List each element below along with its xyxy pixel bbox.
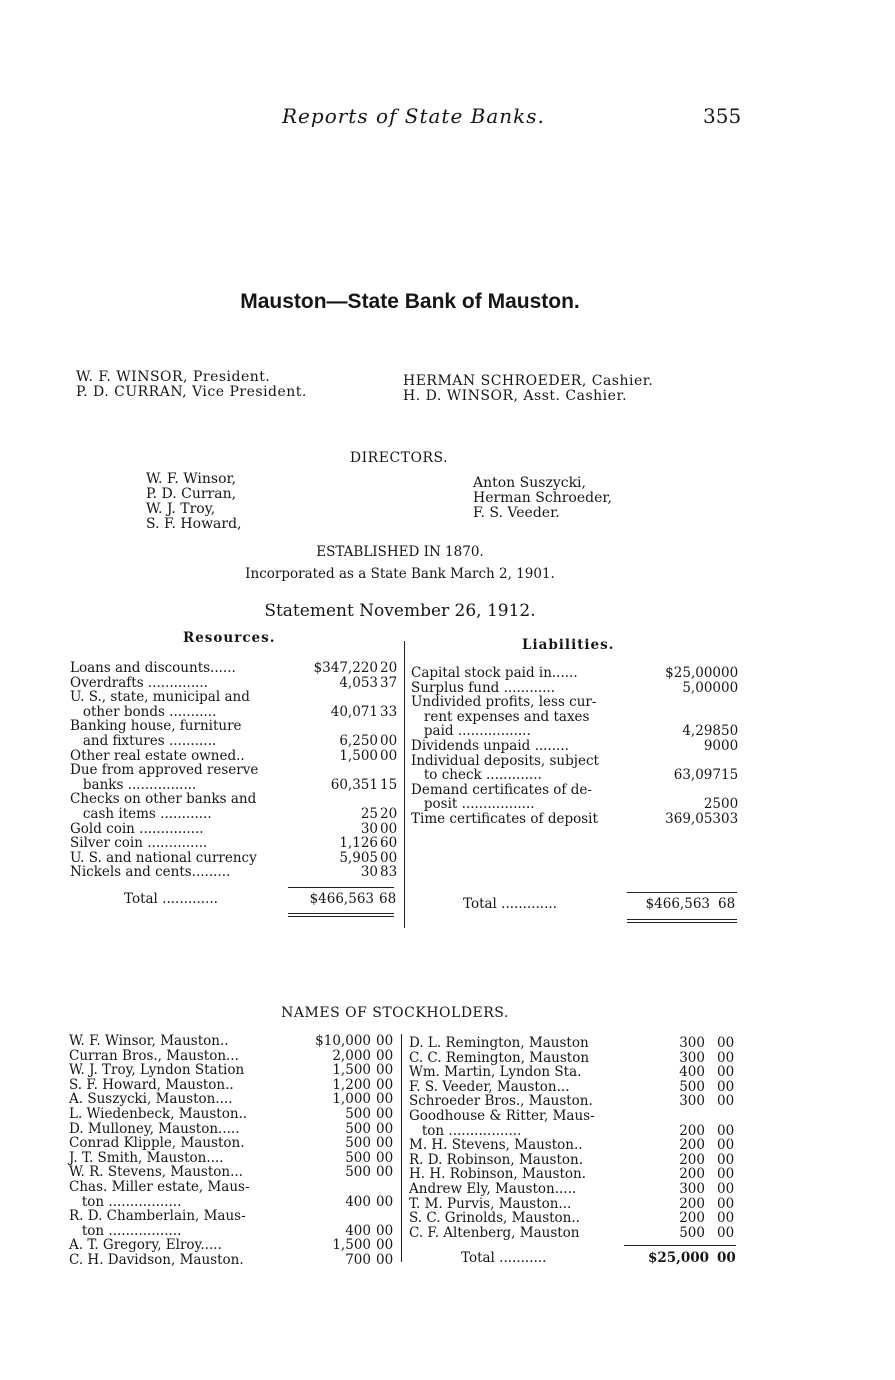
- row-amount: 40,071: [330, 703, 378, 720]
- row-amount: 200: [679, 1195, 705, 1212]
- row-cents: 00: [376, 1164, 394, 1181]
- row-amount: 200: [679, 1151, 705, 1168]
- row-label: Schroeder Bros., Mauston.: [409, 1093, 593, 1110]
- row-cents: 50: [721, 723, 739, 740]
- row-cents: 00: [376, 1149, 394, 1166]
- table-row: [69, 1078, 399, 1093]
- table-row: [409, 1094, 739, 1109]
- row-amount: 400: [345, 1193, 371, 1210]
- row-label: cash items ............: [70, 805, 212, 822]
- table-row: [70, 705, 400, 720]
- table-row: [409, 1080, 739, 1095]
- row-amount: 5,000: [682, 679, 721, 696]
- row-label: Curran Bros., Mauston...: [69, 1047, 239, 1064]
- row-amount: 63,097: [673, 767, 721, 784]
- table-row: [70, 763, 400, 778]
- row-amount: 25: [703, 796, 721, 813]
- page-number: 355: [703, 104, 742, 128]
- table-row: [69, 1165, 399, 1180]
- table-row: [409, 1211, 739, 1226]
- table-row: [409, 1065, 739, 1080]
- row-label: Surplus fund ............: [411, 679, 556, 696]
- row-label: R. D. Robinson, Mauston.: [409, 1151, 583, 1168]
- table-row: [70, 690, 400, 705]
- row-cents: 00: [376, 1047, 394, 1064]
- table-row: [70, 822, 400, 837]
- row-label: S. F. Howard, Mauston..: [69, 1076, 234, 1093]
- table-row: [70, 661, 400, 676]
- table-row: [69, 1063, 399, 1078]
- row-amount: 1,500: [332, 1062, 371, 1079]
- row-cents: 00: [376, 1193, 394, 1210]
- row-cents: 00: [717, 1064, 735, 1081]
- row-label: other bonds ...........: [70, 703, 217, 720]
- column-divider: [404, 641, 405, 928]
- row-cents: 00: [717, 1078, 735, 1095]
- row-cents: 00: [721, 796, 739, 813]
- row-amount: 200: [679, 1210, 705, 1227]
- director-name: Herman Schroeder,: [473, 490, 612, 506]
- row-label: paid .................: [411, 723, 531, 740]
- row-cents: 00: [376, 1237, 394, 1254]
- table-row: [69, 1122, 399, 1137]
- total-label: Total .............: [463, 896, 557, 912]
- column-divider: [401, 1034, 402, 1262]
- row-amount: 500: [345, 1135, 371, 1152]
- row-label: Loans and discounts......: [70, 660, 236, 676]
- total-rule: [624, 1245, 736, 1246]
- director-name: P. D. Curran,: [146, 486, 237, 502]
- row-label: L. Wiedenbeck, Mauston..: [69, 1105, 248, 1122]
- row-amount: 90: [703, 737, 721, 754]
- row-label: Capital stock paid in......: [411, 665, 578, 681]
- table-row: [69, 1092, 399, 1107]
- row-cents: 00: [721, 665, 739, 681]
- row-cents: 00: [380, 732, 398, 749]
- row-cents: 00: [380, 747, 398, 764]
- bank-title: Mauston—State Bank of Mauston.: [240, 290, 580, 313]
- row-label: U. S. and national currency: [70, 849, 257, 866]
- row-amount: 1,500: [332, 1237, 371, 1254]
- table-row: [411, 695, 741, 710]
- director-name: F. S. Veeder.: [473, 505, 560, 521]
- table-row: [411, 710, 741, 725]
- row-label: U. S., state, municipal and: [70, 689, 250, 706]
- table-row: [70, 778, 400, 793]
- table-row: [70, 749, 400, 764]
- director-name: W. F. Winsor,: [146, 471, 237, 487]
- table-row: [70, 734, 400, 749]
- table-row: [411, 797, 741, 812]
- row-label: Andrew Ely, Mauston.....: [409, 1180, 577, 1197]
- row-amount: 4,298: [682, 723, 721, 740]
- row-amount: 200: [679, 1166, 705, 1183]
- row-amount: 1,126: [339, 835, 378, 852]
- row-amount: 300: [679, 1049, 705, 1066]
- stockholders-total-row: [461, 1251, 741, 1266]
- table-row: [409, 1197, 739, 1212]
- table-row: [69, 1180, 399, 1195]
- total-rule: [288, 887, 394, 888]
- table-row: [411, 681, 741, 696]
- row-label: S. C. Grinolds, Mauston..: [409, 1210, 580, 1227]
- row-label: and fixtures ...........: [70, 732, 217, 749]
- row-label: Banking house, furniture: [70, 718, 242, 735]
- row-cents: 60: [380, 835, 398, 852]
- total-amount: $466,563: [309, 891, 374, 907]
- table-row: [409, 1182, 739, 1197]
- row-label: R. D. Chamberlain, Maus-: [69, 1208, 246, 1225]
- row-label: to check .............: [411, 767, 542, 784]
- table-row: [411, 724, 741, 739]
- officers-left: [76, 370, 307, 400]
- row-label: Overdrafts ..............: [70, 674, 208, 691]
- director-name: S. F. Howard,: [146, 516, 242, 532]
- row-label: Due from approved reserve: [70, 762, 259, 779]
- row-label: A. T. Gregory, Elroy.....: [69, 1237, 222, 1254]
- row-label: posit .................: [411, 796, 535, 813]
- row-cents: 00: [721, 737, 739, 754]
- row-cents: 83: [380, 864, 398, 881]
- row-label: Dividends unpaid ........: [411, 737, 569, 754]
- row-cents: 00: [380, 849, 398, 866]
- row-amount: 1,000: [332, 1091, 371, 1108]
- row-amount: 500: [345, 1120, 371, 1137]
- row-cents: 20: [380, 660, 398, 676]
- row-amount: 1,200: [332, 1076, 371, 1093]
- row-amount: 2,000: [332, 1047, 371, 1064]
- row-label: Conrad Klipple, Mauston.: [69, 1135, 245, 1152]
- director-name: W. J. Troy,: [146, 501, 216, 517]
- row-label: ton .................: [69, 1222, 182, 1239]
- row-amount: 300: [679, 1093, 705, 1110]
- row-label: C. C. Remington, Mauston: [409, 1049, 590, 1066]
- director-name: Anton Suszycki,: [473, 475, 586, 491]
- table-row: [69, 1209, 399, 1224]
- row-amount: 60,351: [330, 776, 378, 793]
- established-line: ESTABLISHED IN 1870.: [316, 544, 484, 560]
- row-amount: 6,250: [339, 732, 378, 749]
- officer-asst-cashier: H. D. WINSOR, Asst. Cashier.: [403, 388, 628, 404]
- total-amount: $466,563: [645, 896, 710, 912]
- row-label: banks ................: [70, 776, 197, 793]
- row-label: Wm. Martin, Lyndon Sta.: [409, 1064, 582, 1081]
- directors-left: [146, 472, 242, 532]
- total-rule: [627, 892, 737, 893]
- table-row: [69, 1107, 399, 1122]
- row-cents: 00: [717, 1224, 735, 1241]
- row-label: C. F. Altenberg, Mauston: [409, 1224, 580, 1241]
- row-cents: 00: [717, 1035, 735, 1051]
- table-row: [411, 739, 741, 754]
- row-label: W. R. Stevens, Mauston...: [69, 1164, 243, 1181]
- row-amount: 500: [345, 1164, 371, 1181]
- table-row: [69, 1253, 399, 1268]
- total-amount: $25,000: [647, 1250, 709, 1266]
- total-cents: 68: [718, 896, 736, 912]
- incorporated-line: Incorporated as a State Bank March 2, 1901.: [245, 566, 555, 582]
- row-cents: 33: [380, 703, 398, 720]
- row-label: Demand certificates of de-: [411, 781, 592, 798]
- table-row: [409, 1138, 739, 1153]
- table-row: [409, 1226, 739, 1241]
- table-row: [70, 792, 400, 807]
- liabilities-heading: Liabilities.: [522, 637, 615, 653]
- row-amount: 369,053: [665, 810, 721, 827]
- resources-heading: Resources.: [183, 630, 276, 646]
- row-cents: 00: [376, 1120, 394, 1137]
- stockholders-right: [409, 1036, 739, 1240]
- table-row: [409, 1124, 739, 1139]
- table-row: [411, 768, 741, 783]
- row-amount: 4,053: [339, 674, 378, 691]
- row-cents: 00: [717, 1195, 735, 1212]
- row-cents: 00: [376, 1076, 394, 1093]
- row-cents: 00: [376, 1105, 394, 1122]
- total-cents: 68: [379, 891, 397, 907]
- row-amount: 500: [345, 1105, 371, 1122]
- row-cents: 03: [721, 810, 739, 827]
- table-row: [411, 666, 741, 681]
- row-label: W. F. Winsor, Mauston..: [69, 1033, 229, 1049]
- row-label: A. Suszycki, Mauston....: [69, 1091, 233, 1108]
- table-row: [69, 1136, 399, 1151]
- row-label: ton .................: [69, 1193, 182, 1210]
- row-cents: 00: [380, 820, 398, 837]
- row-label: Chas. Miller estate, Maus-: [69, 1178, 250, 1195]
- row-label: C. H. Davidson, Mauston.: [69, 1251, 244, 1268]
- row-amount: $25,000: [665, 665, 721, 681]
- row-label: Undivided profits, less cur-: [411, 694, 597, 711]
- row-cents: 15: [721, 767, 739, 784]
- row-cents: 00: [717, 1137, 735, 1154]
- directors-heading: DIRECTORS.: [349, 450, 449, 466]
- row-amount: $10,000: [315, 1033, 371, 1049]
- table-row: [409, 1051, 739, 1066]
- row-amount: 500: [345, 1149, 371, 1166]
- double-rule: [627, 919, 737, 923]
- row-amount: 30: [360, 864, 378, 881]
- table-row: [69, 1049, 399, 1064]
- directors-right: [473, 476, 612, 521]
- stockholders-left: [69, 1034, 399, 1268]
- row-amount: 500: [679, 1078, 705, 1095]
- row-amount: 700: [345, 1251, 371, 1268]
- table-row: [411, 812, 741, 827]
- table-row: [409, 1153, 739, 1168]
- table-row: [70, 836, 400, 851]
- row-amount: 500: [679, 1224, 705, 1241]
- row-label: J. T. Smith, Mauston....: [69, 1149, 224, 1166]
- row-cents: 20: [380, 805, 398, 822]
- table-row: [70, 865, 400, 880]
- row-amount: 25: [360, 805, 378, 822]
- resources-table: [70, 661, 400, 880]
- row-amount: 400: [679, 1064, 705, 1081]
- row-amount: 1,500: [339, 747, 378, 764]
- row-label: Silver coin ..............: [70, 835, 208, 852]
- officer-cashier: HERMAN SCHROEDER, Cashier.: [403, 373, 654, 389]
- officer-vice-president: P. D. CURRAN, Vice President.: [76, 384, 307, 400]
- table-row: [409, 1109, 739, 1124]
- row-label: ton .................: [409, 1122, 522, 1139]
- officers-right: [403, 374, 653, 404]
- total-label: Total .............: [124, 891, 218, 907]
- row-cents: 00: [717, 1180, 735, 1197]
- row-amount: 300: [679, 1035, 705, 1051]
- table-row: [70, 719, 400, 734]
- row-label: Other real estate owned..: [70, 747, 245, 764]
- row-cents: 00: [376, 1251, 394, 1268]
- table-row: [69, 1238, 399, 1253]
- double-rule: [288, 913, 394, 917]
- row-cents: 00: [717, 1151, 735, 1168]
- row-cents: 15: [380, 776, 398, 793]
- row-label: rent expenses and taxes: [411, 708, 590, 725]
- resources-total-row: [124, 892, 400, 907]
- table-row: [411, 754, 741, 769]
- row-label: Checks on other banks and: [70, 791, 257, 808]
- row-amount: 400: [345, 1222, 371, 1239]
- row-label: Individual deposits, subject: [411, 752, 599, 769]
- row-cents: 37: [380, 674, 398, 691]
- row-label: Nickels and cents.........: [70, 864, 231, 881]
- total-cents: 00: [717, 1250, 736, 1266]
- row-cents: 00: [376, 1033, 394, 1049]
- table-row: [411, 783, 741, 798]
- liabilities-table: [411, 666, 741, 827]
- row-amount: $347,220: [313, 660, 378, 676]
- row-cents: 00: [717, 1093, 735, 1110]
- row-label: W. J. Troy, Lyndon Station: [69, 1062, 245, 1079]
- row-cents: 00: [717, 1166, 735, 1183]
- row-amount: 200: [679, 1122, 705, 1139]
- officer-president: W. F. WINSOR, President.: [76, 369, 271, 385]
- table-row: [69, 1195, 399, 1210]
- row-amount: 200: [679, 1137, 705, 1154]
- row-amount: 5,905: [339, 849, 378, 866]
- statement-title: Statement November 26, 1912.: [264, 601, 536, 621]
- table-row: [70, 807, 400, 822]
- row-label: H. H. Robinson, Mauston.: [409, 1166, 587, 1183]
- table-row: [69, 1034, 399, 1049]
- row-label: T. M. Purvis, Mauston...: [409, 1195, 572, 1212]
- row-cents: 00: [376, 1062, 394, 1079]
- row-label: D. L. Remington, Mauston: [409, 1035, 589, 1051]
- total-label: Total ...........: [461, 1250, 547, 1266]
- row-label: Gold coin ...............: [70, 820, 204, 837]
- row-cents: 00: [717, 1122, 735, 1139]
- row-label: D. Mulloney, Mauston.....: [69, 1120, 240, 1137]
- row-amount: 30: [360, 820, 378, 837]
- row-cents: 00: [721, 679, 739, 696]
- table-row: [409, 1036, 739, 1051]
- row-cents: 00: [717, 1049, 735, 1066]
- table-row: [69, 1224, 399, 1239]
- running-header: Reports of State Banks.: [282, 104, 545, 128]
- row-cents: 00: [717, 1210, 735, 1227]
- row-cents: 00: [376, 1222, 394, 1239]
- row-cents: 00: [376, 1135, 394, 1152]
- table-row: [70, 676, 400, 691]
- row-cents: 00: [376, 1091, 394, 1108]
- row-label: Goodhouse & Ritter, Maus-: [409, 1107, 595, 1124]
- table-row: [69, 1151, 399, 1166]
- stockholders-heading: NAMES OF STOCKHOLDERS.: [281, 1005, 509, 1021]
- table-row: [70, 851, 400, 866]
- row-label: Time certificates of deposit: [411, 810, 598, 827]
- row-amount: 300: [679, 1180, 705, 1197]
- liabilities-total-row: [463, 897, 741, 912]
- row-label: M. H. Stevens, Mauston..: [409, 1137, 583, 1154]
- row-label: F. S. Veeder, Mauston...: [409, 1078, 570, 1095]
- table-row: [409, 1167, 739, 1182]
